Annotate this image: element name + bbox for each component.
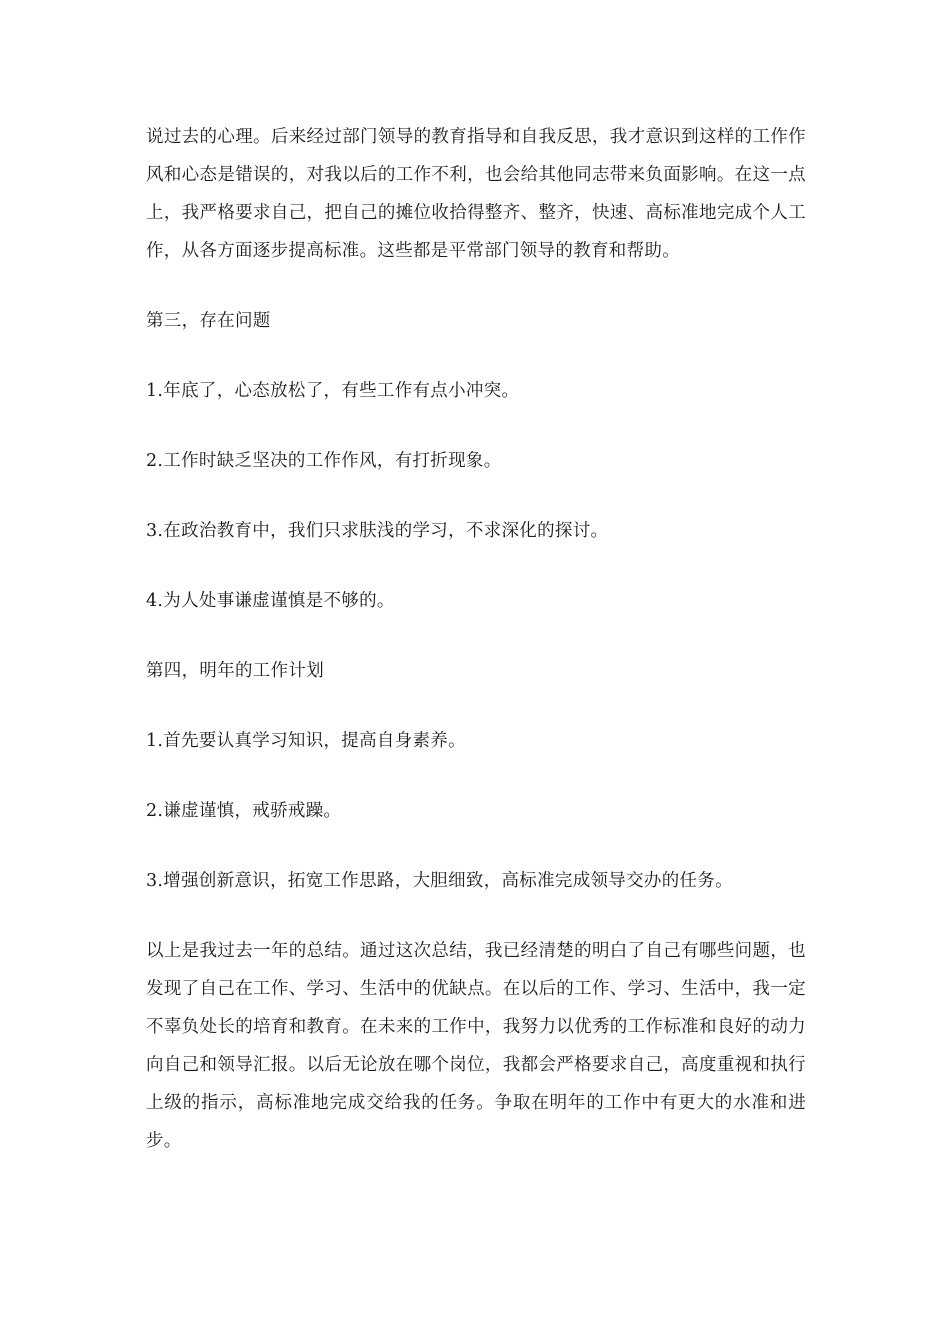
list-item-plan-2: 2.谦虚谨慎，戒骄戒躁。 xyxy=(146,801,342,821)
list-item-problem-2: 2.工作时缺乏坚决的工作作风，有打折现象。 xyxy=(146,451,502,471)
list-item-plan-3: 3.增强创新意识，拓宽工作思路，大胆细致，高标准完成领导交办的任务。 xyxy=(146,871,733,891)
section-heading-next-year-plan: 第四，明年的工作计划 xyxy=(146,661,324,681)
list-item-problem-4: 4.为人处事谦虚谨慎是不够的。 xyxy=(146,591,395,611)
paragraph-conclusion: 以上是我过去一年的总结。通过这次总结，我已经清楚的明白了自己有哪些问题，也发现了自己在工作、学习、生活中的优缺点。在以后的工作、学习、生活中，我一定不辜负处长的培育和教育。在未来的工作中，我努力以优秀的工作标准和良好的动力向自己和领导汇报。以后无论放在哪个岗位，我都会严格要求自己，高度重视和执行上级的指示，高标准地完成交给我的任务。争取在明年的工作中有更大的水准和进步。 xyxy=(146,941,806,1151)
list-item-plan-1: 1.首先要认真学习知识，提高自身素养。 xyxy=(146,731,466,751)
paragraph-intro-continuation: 说过去的心理。后来经过部门领导的教育指导和自我反思，我才意识到这样的工作作风和心态是错误的，对我以后的工作不利，也会给其他同志带来负面影响。在这一点上，我严格要求自己，把自己的摊位收拾得整齐、整齐，快速、高标准地完成个人工作，从各方面逐步提高标准。这些都是平常部门领导的教育和帮助。 xyxy=(146,127,806,261)
list-item-problem-3: 3.在政治教育中，我们只求肤浅的学习，不求深化的探讨。 xyxy=(146,521,609,541)
document-body xyxy=(146,118,806,1192)
list-item-problem-1: 1.年底了，心态放松了，有些工作有点小冲突。 xyxy=(146,381,520,401)
section-heading-problems: 第三，存在问题 xyxy=(146,311,271,331)
